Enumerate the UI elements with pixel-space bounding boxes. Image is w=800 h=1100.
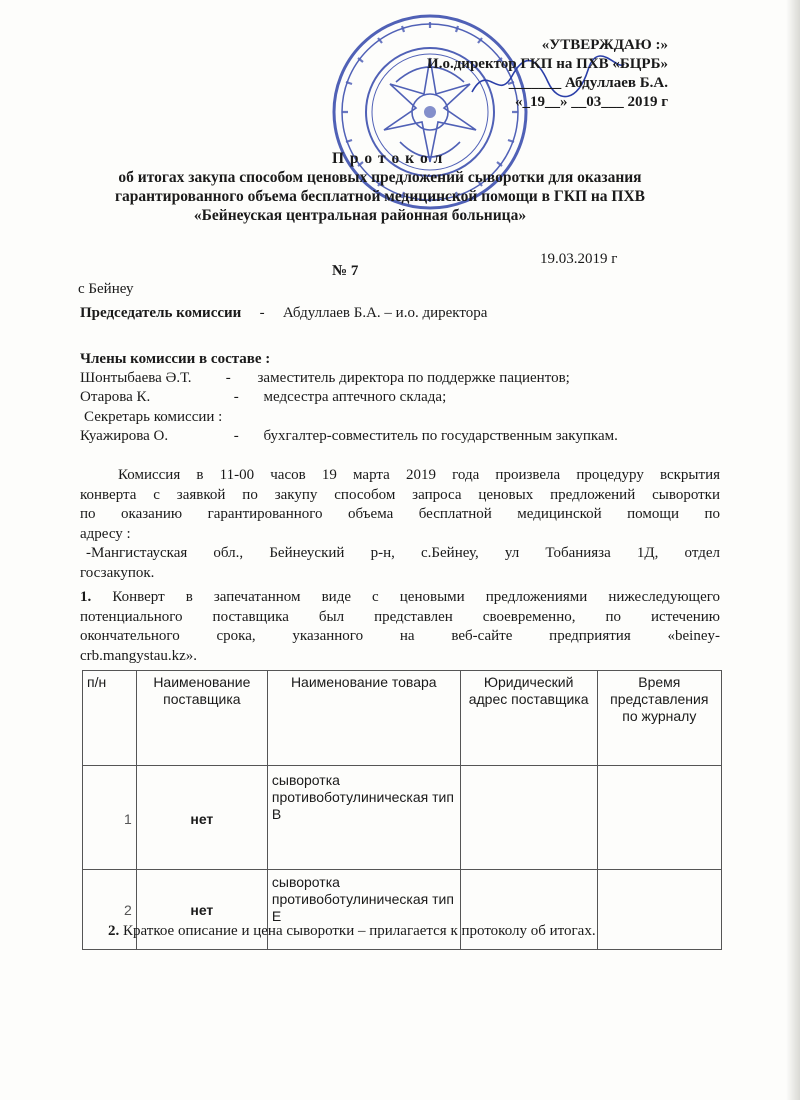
time-cell (597, 870, 721, 950)
member-row (80, 388, 446, 407)
goods-cell: сыворотка противоботулиническая тип Е (267, 870, 460, 950)
paragraph-line: потенциального поставщика был представлен своевременно, по истечению (80, 608, 720, 625)
approver-name: _______ Абдуллаев Б.А. (508, 75, 668, 91)
approval-date: «_19__» __03___ 2019 г (514, 94, 668, 110)
column-header: Юридический адрес поставщика (460, 671, 597, 766)
column-header: Наименование поставщика (136, 671, 267, 766)
row-number: 2 (83, 870, 137, 950)
paragraph-line: окончательного срока, указанного на веб-сайте предприятия «beiney- (80, 628, 720, 644)
approve-label: «УТВЕРЖДАЮ :» (541, 37, 668, 53)
member-name: Отарова К. (80, 389, 151, 405)
item-2-paragraph (108, 922, 596, 941)
document-subject (60, 168, 700, 225)
chairman-row (80, 304, 487, 323)
subject-line: «Бейнеуская центральная районная больница» (193, 207, 527, 224)
member-name: Шонтыбаева Ә.Т. (80, 370, 192, 386)
goods-cell: сыворотка противоботулиническая тип В (267, 766, 460, 870)
document-type-title: П р о т о к о л (332, 150, 444, 167)
chairman-label: Председатель комиссии (80, 305, 242, 321)
document-place: с Бейнеу (78, 281, 134, 297)
item-number: 1. (80, 589, 92, 605)
secretary-role: бухгалтер-совместитель по государственным закупкам. (263, 428, 618, 444)
chairman-dash: - (259, 305, 265, 321)
approval-block (427, 36, 668, 112)
supplier-cell: нет (136, 766, 267, 870)
intro-paragraph (80, 466, 720, 583)
member-row (80, 369, 570, 388)
paragraph-line: crb.mangystau.kz». (80, 647, 198, 664)
paragraph-line: -Мангистауская обл., Бейнеуский р-н, с.Бейнеу, ул Тобанияза 1Д, отдел (86, 545, 720, 561)
member-role: медсестра аптечного склада; (263, 389, 447, 405)
supplier-cell: нет (136, 870, 267, 950)
address-cell (460, 766, 597, 870)
approver-position: И.о.директор ГКП на ПХВ «БЦРБ» (427, 56, 668, 72)
scan-edge-shadow (786, 0, 800, 1100)
members-label: Члены комиссии в составе : (80, 351, 271, 367)
secretary-dash: - (233, 428, 239, 444)
item-number: 2. (108, 923, 120, 939)
member-dash: - (233, 389, 239, 405)
subject-line: об итогах закупа способом ценовых предложений сыворотки для оказания (118, 169, 642, 186)
paragraph-line: конверта с заявкой по закупу способом запроса ценовых предложений сыворотки (80, 486, 720, 503)
secretary-name: Куажирова О. (80, 428, 169, 444)
document-date: 19.03.2019 г (540, 251, 618, 267)
suppliers-table (82, 670, 722, 950)
member-dash: - (225, 370, 231, 386)
paragraph-line: Комиссия в 11-00 часов 19 марта 2019 года произвела процедуру вскрытия (118, 467, 720, 483)
time-cell (597, 766, 721, 870)
row-number: 1 (83, 766, 137, 870)
table-header-row (83, 671, 722, 766)
paragraph-line: 1. Конверт в запечатанном виде с ценовыми предложениями нижеследующего (80, 589, 721, 605)
secretary-label: Секретарь комиссии : (84, 409, 223, 425)
column-header: Время представления по журналу (597, 671, 721, 766)
paragraph-line: госзакупок. (80, 564, 155, 581)
table-row (83, 766, 722, 870)
item-2-text: Краткое описание и цена сыворотки – прилагается к протоколу об итогах. (123, 923, 596, 939)
chairman-value: Абдуллаев Б.А. – и.о. директора (282, 305, 488, 321)
item-1-paragraph (80, 588, 720, 666)
secretary-row (80, 427, 618, 446)
subject-line: гарантированного объема бесплатной медицинской помощи в ГКП на ПХВ (114, 188, 646, 205)
column-header: п/н (83, 671, 137, 766)
paragraph-line: по оказанию гарантированного объема бесплатной медицинской помощи по (80, 506, 720, 522)
column-header: Наименование товара (267, 671, 460, 766)
paragraph-line: адресу : (80, 525, 131, 542)
member-role: заместитель директора по поддержке пациентов; (257, 370, 570, 386)
document-number: № 7 (332, 263, 359, 279)
